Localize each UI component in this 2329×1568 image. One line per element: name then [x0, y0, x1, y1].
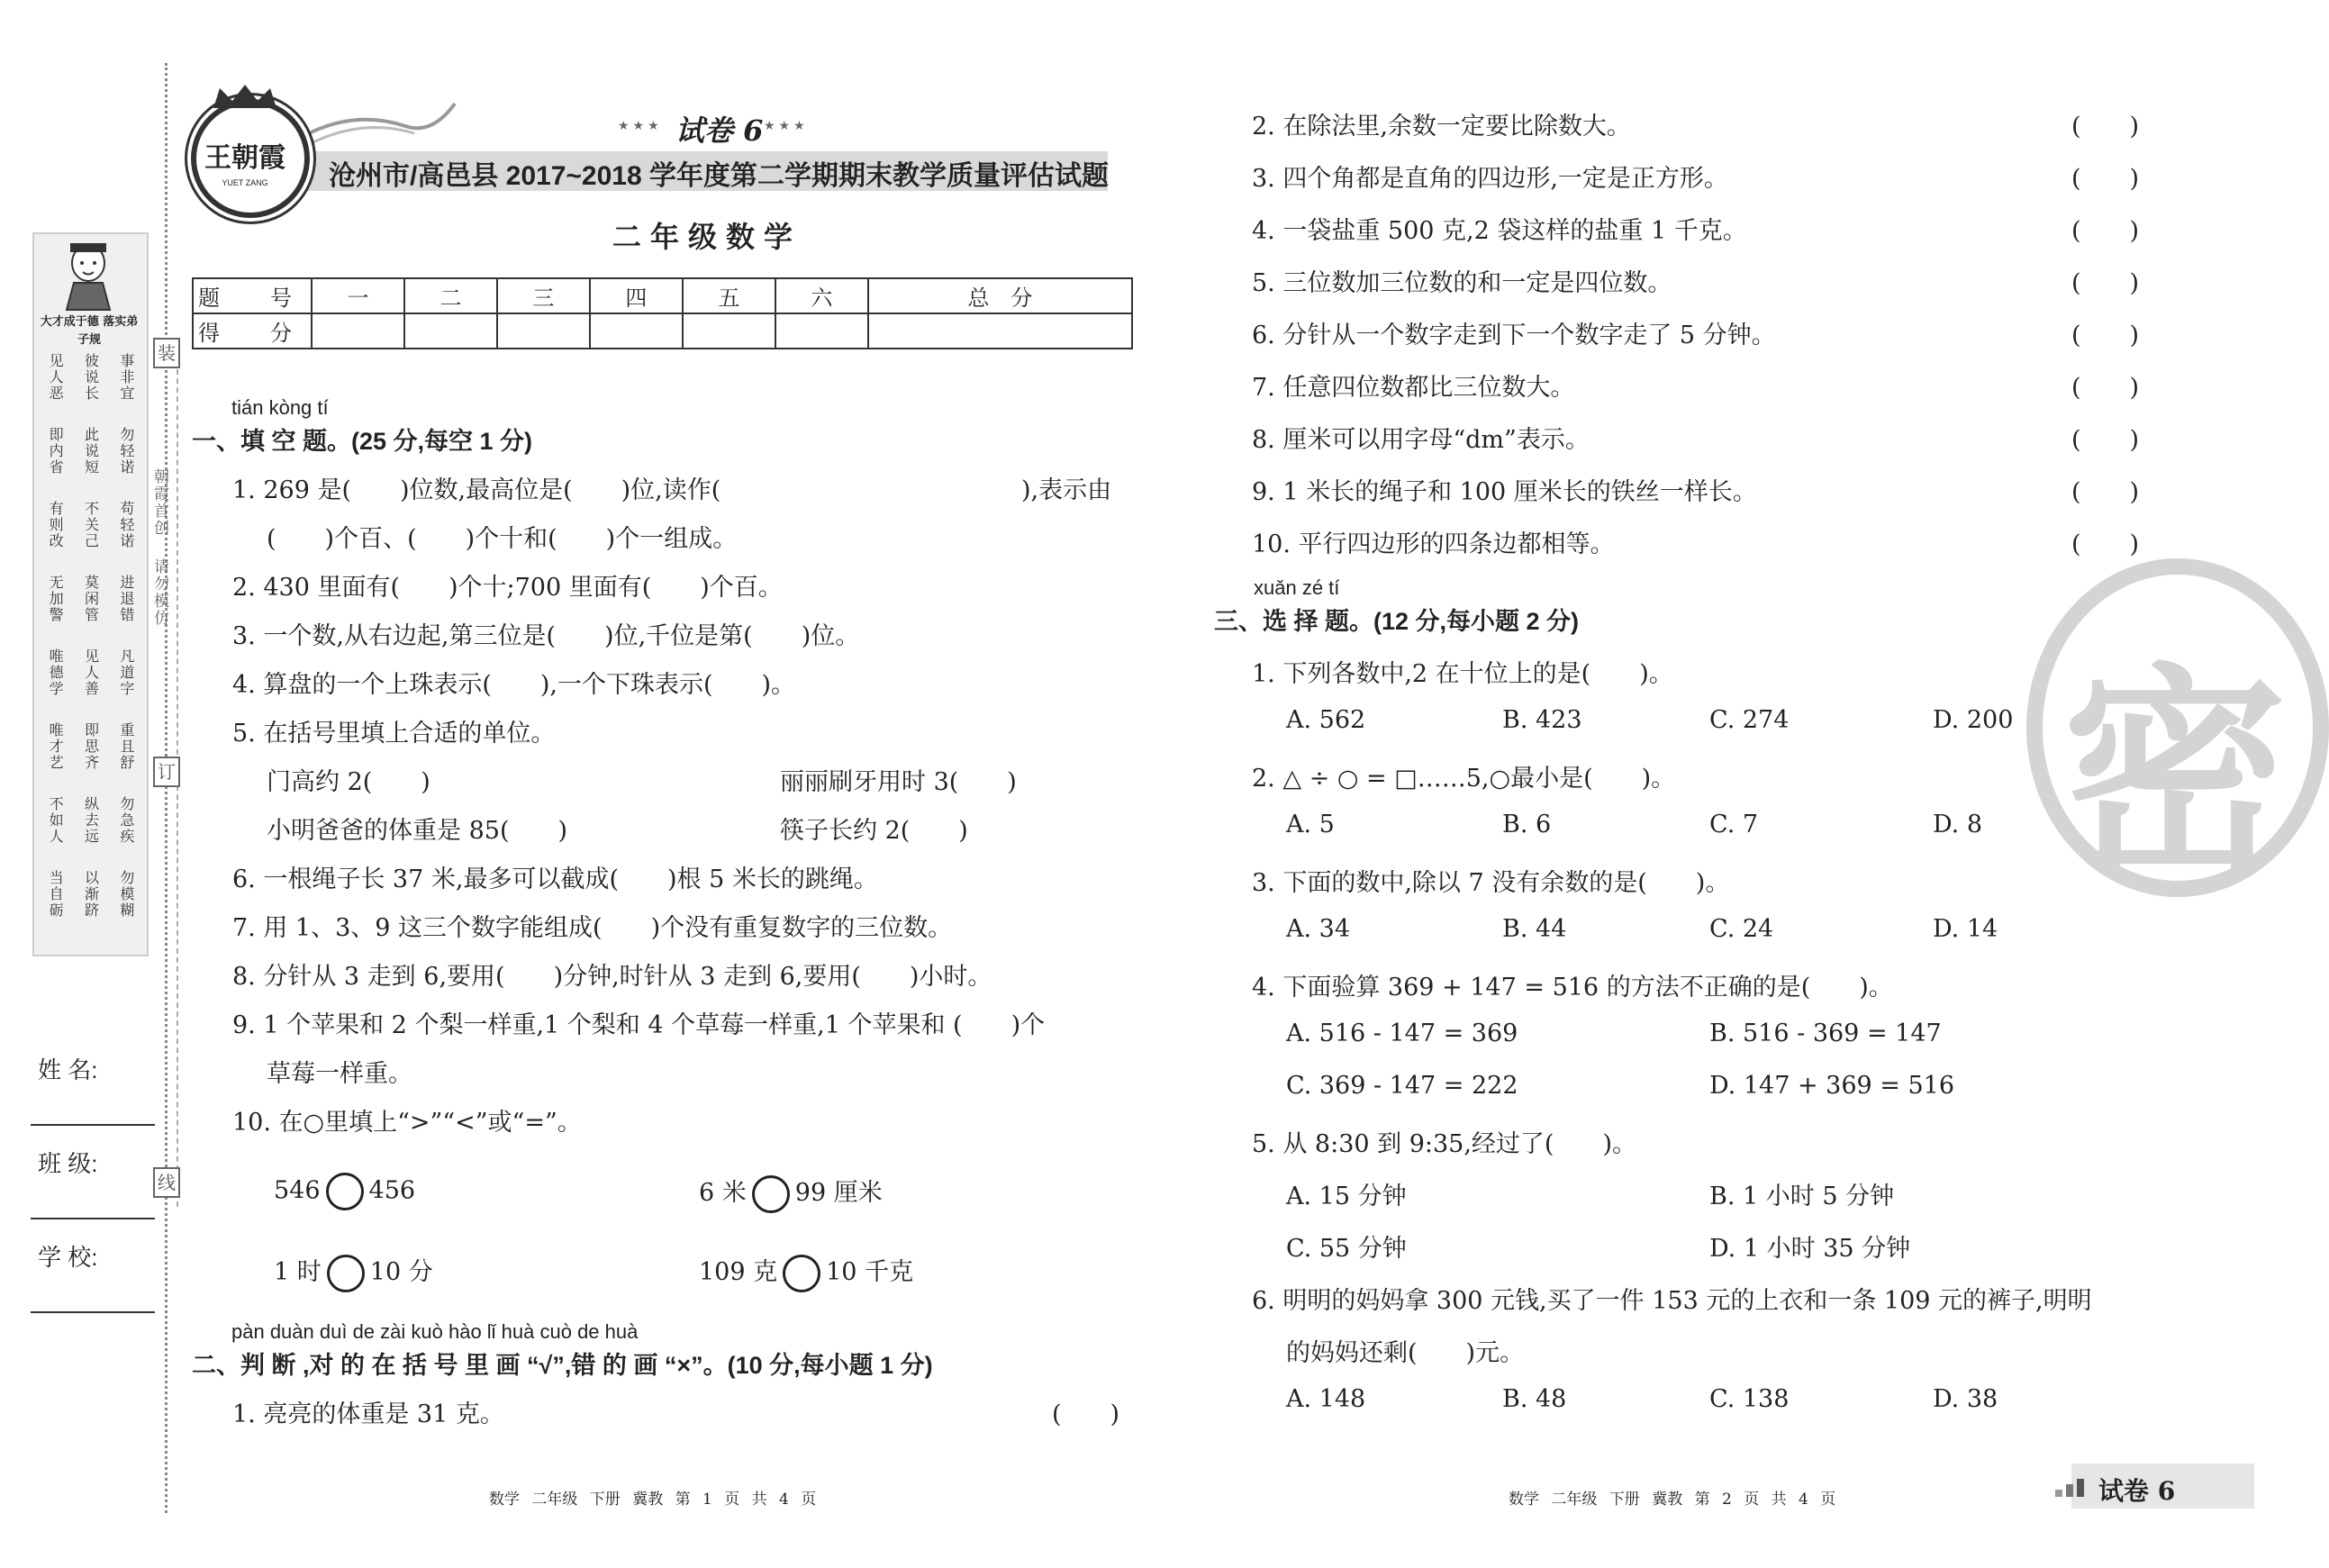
choice-q5: 5. 从 8:30 到 9:35,经过了( )。 — [1252, 1130, 1637, 1158]
score-header-cell: 总 分 — [868, 278, 1132, 313]
footer-left: 数学 二年级 下册 冀教 第 1 页 共 4 页 — [489, 1491, 817, 1509]
section2-pinyin: pàn duàn duì de zài kuò hào lǐ huà cuò de huà — [231, 1320, 639, 1343]
exam-title: 沧州市/高邑县 2017~2018 学年度第二学期期末教学质量评估试题 — [329, 161, 1110, 191]
judge-answer-bracket[interactable]: ( ) — [2071, 530, 2140, 558]
choice-option: C. 274 — [1709, 706, 1790, 734]
motto-col: 苟轻诺 — [117, 501, 135, 549]
motto-col: 见人恶 — [47, 353, 65, 402]
motto-col: 唯德学 — [47, 648, 65, 697]
motto-col: 有则改 — [47, 501, 65, 549]
section1-pinyin: tián kòng tí — [231, 396, 329, 419]
paper-number: 试卷 6 — [675, 113, 764, 148]
motto-col: 以渐跻 — [82, 870, 100, 919]
score-header-cell: 三 — [497, 278, 590, 313]
motto-col: 当自砺 — [47, 870, 65, 919]
motto-col: 即内省 — [47, 427, 65, 476]
judge-q1: 1. 亮亮的体重是 31 克。 — [232, 1400, 504, 1428]
section3-pinyin: xuǎn zé tí — [1254, 576, 1340, 599]
choice-option: A. 562 — [1286, 706, 1366, 734]
choice-option: D. 38 — [1933, 1385, 1998, 1413]
fill-q2: 2. 430 里面有( )个十;700 里面有( )个百。 — [232, 574, 783, 602]
judge-answer-bracket[interactable]: ( ) — [2071, 426, 2140, 454]
judge-answer-bracket[interactable]: ( ) — [2071, 217, 2140, 245]
motto-col: 进退错 — [117, 575, 135, 623]
crown-icon — [209, 83, 281, 110]
compare-row — [699, 1173, 883, 1213]
choice-option: B. 44 — [1502, 915, 1567, 943]
fill-q6: 6. 一根绳子长 37 米,最多可以截成( )根 5 米长的跳绳。 — [232, 866, 878, 893]
fill-q4: 4. 算盘的一个上珠表示( ),一个下珠表示( )。 — [232, 671, 796, 699]
compare-circle[interactable] — [783, 1255, 820, 1292]
fill-q10: 10. 在○里填上“>”“<”或“=”。 — [232, 1109, 582, 1137]
choice-q6-part2: 的妈妈还剩( )元。 — [1286, 1339, 1525, 1367]
score-header-cell: 四 — [590, 278, 683, 313]
scholar-cartoon-icon — [47, 236, 130, 312]
binding-note-original: 朝霞首创 — [150, 468, 168, 537]
judge-q9: 9. 1 米长的绳子和 100 厘米长的铁丝一样长。 — [1252, 478, 1757, 506]
fill-q5-brushing: 丽丽刷牙用时 3( ) — [780, 768, 1017, 796]
judge-q4: 4. 一袋盐重 500 克,2 袋这样的盐重 1 千克。 — [1252, 217, 1747, 245]
compare-row — [274, 1252, 433, 1292]
binding-dotted-line — [165, 63, 168, 1513]
judge-q2: 2. 在除法里,余数一定要比除数大。 — [1252, 113, 1631, 140]
choice-option: D. 200 — [1933, 706, 2014, 734]
choice-q6-part1: 6. 明明的妈妈拿 300 元钱,买了一件 153 元的上衣和一条 109 元的裤子,明明 — [1252, 1287, 2092, 1315]
choice-option: C. 24 — [1709, 915, 1774, 943]
judge-q8: 8. 厘米可以用字母“dm”表示。 — [1252, 426, 1590, 454]
choice-option: A. 34 — [1286, 915, 1351, 943]
motto-col: 凡道字 — [117, 648, 135, 697]
choice-option: C. 138 — [1709, 1385, 1790, 1413]
motto-col: 此说短 — [82, 427, 100, 476]
score-input-cell[interactable] — [590, 313, 683, 349]
judge-answer-bracket[interactable]: ( ) — [2071, 165, 2140, 193]
motto-col: 彼说长 — [82, 353, 100, 402]
choice-option: D. 1 小时 35 分钟 — [1709, 1235, 1911, 1263]
compare-left: 6 米 — [699, 1179, 747, 1207]
compare-row — [699, 1252, 913, 1292]
choice-q4: 4. 下面验算 369 + 147 = 516 的方法不正确的是( )。 — [1252, 974, 1893, 1002]
exam-subject: 二年级数学 — [612, 220, 802, 254]
choice-option: A. 148 — [1286, 1385, 1366, 1413]
seal-char-ding: 订 — [153, 757, 180, 787]
choice-option: D. 147 + 369 = 516 — [1709, 1072, 1955, 1100]
school-field[interactable] — [31, 1311, 155, 1313]
motto-columns — [38, 353, 144, 947]
section1-title: 一、填 空 题。(25 分,每空 1 分) — [192, 428, 533, 455]
compare-right: 456 — [368, 1176, 416, 1205]
motto-col: 勿急疾 — [117, 796, 135, 845]
judge-answer-bracket[interactable]: ( ) — [2071, 374, 2140, 402]
choice-option: A. 5 — [1286, 811, 1335, 838]
ribbon-decoration-icon — [297, 90, 459, 153]
compare-circle[interactable] — [326, 1173, 364, 1210]
fill-q1-part1: 1. 269 是( )位数,最高位是( )位,读作( — [232, 476, 721, 504]
school-label: 学 校: — [38, 1244, 98, 1271]
judge-q10: 10. 平行四边形的四条边都相等。 — [1252, 530, 1615, 558]
fill-q9-part2: 草莓一样重。 — [267, 1060, 412, 1088]
motto-col: 唯才艺 — [47, 722, 65, 771]
compare-right: 10 千克 — [826, 1258, 914, 1286]
seal-char-zhuang: 装 — [153, 338, 180, 368]
stars-right-icon: ★★★ — [764, 119, 809, 133]
score-table-header-row — [193, 278, 1132, 313]
stars-left-icon: ★★★ — [618, 119, 663, 133]
logo-text: 王朝霞 — [204, 142, 285, 174]
choice-q1: 1. 下列各数中,2 在十位上的是( )。 — [1252, 660, 1673, 688]
score-input-cell[interactable] — [404, 313, 497, 349]
choice-option: B. 1 小时 5 分钟 — [1709, 1183, 1895, 1210]
fill-q1-part2: ),表示由 — [1021, 476, 1112, 504]
name-field[interactable] — [31, 1124, 155, 1126]
choice-option: B. 48 — [1502, 1385, 1567, 1413]
score-header-cell: 六 — [775, 278, 868, 313]
score-input-cell[interactable] — [868, 313, 1132, 349]
fill-q5-weight: 小明爸爸的体重是 85( ) — [267, 817, 568, 845]
fill-q9-part1: 9. 1 个苹果和 2 个梨一样重,1 个梨和 4 个草莓一样重,1 个苹果和 ( )个 — [232, 1011, 1046, 1039]
score-header-cell: 题 号 — [193, 278, 312, 313]
choice-option: B. 423 — [1502, 706, 1582, 734]
score-table — [192, 277, 1133, 349]
compare-right: 10 分 — [369, 1258, 433, 1286]
choice-option: A. 15 分钟 — [1286, 1183, 1407, 1210]
judge-answer-bracket[interactable]: ( ) — [2071, 113, 2140, 140]
compare-left: 1 时 — [274, 1258, 322, 1286]
class-field[interactable] — [31, 1218, 155, 1219]
choice-option: C. 369 - 147 = 222 — [1286, 1072, 1518, 1100]
fill-q7: 7. 用 1、3、9 这三个数字能组成( )个没有重复数字的三位数。 — [232, 914, 953, 942]
score-table-score-row — [193, 313, 1132, 349]
judge-q6: 6. 分针从一个数字走到下一个数字走了 5 分钟。 — [1252, 322, 1776, 349]
binding-note-no-copy: 请勿模仿 — [150, 558, 168, 627]
score-input-cell[interactable] — [497, 313, 590, 349]
compare-right: 99 厘米 — [794, 1179, 883, 1207]
choice-option: C. 55 分钟 — [1286, 1235, 1407, 1263]
choice-option: B. 6 — [1502, 811, 1552, 838]
judge-answer-bracket[interactable]: ( ) — [2071, 322, 2140, 349]
judge-answer-bracket[interactable]: ( ) — [1052, 1400, 1120, 1428]
section3-title: 三、选 择 题。(12 分,每小题 2 分) — [1214, 608, 1580, 635]
compare-circle[interactable] — [327, 1255, 365, 1292]
motto-col: 见人善 — [82, 648, 100, 697]
motto-title: 大才成于德 落实弟子规 — [40, 315, 139, 347]
tab-blocks-icon — [2055, 1477, 2091, 1499]
motto-col: 重且舒 — [117, 722, 135, 771]
choice-option: C. 7 — [1709, 811, 1759, 838]
name-label: 姓 名: — [38, 1056, 98, 1083]
motto-col: 事非宜 — [117, 353, 135, 402]
motto-col: 莫闲管 — [82, 575, 100, 623]
fill-q8: 8. 分针从 3 走到 6,要用( )分钟,时针从 3 走到 6,要用( )小时。 — [232, 963, 992, 991]
score-input-cell[interactable] — [775, 313, 868, 349]
fill-q3: 3. 一个数,从右边起,第三位是( )位,千位是第( )位。 — [232, 622, 860, 650]
motto-col: 纵去远 — [82, 796, 100, 845]
choice-option: D. 14 — [1933, 915, 1998, 943]
motto-col: 不如人 — [47, 796, 65, 845]
score-header-cell: 二 — [404, 278, 497, 313]
compare-row — [274, 1173, 415, 1210]
score-header-cell: 一 — [312, 278, 404, 313]
judge-q5: 5. 三位数加三位数的和一定是四位数。 — [1252, 269, 1672, 297]
score-header-cell: 五 — [683, 278, 775, 313]
secret-stamp-char: 密 — [2062, 642, 2288, 907]
score-input-cell[interactable] — [312, 313, 404, 349]
motto-col: 勿轻诺 — [117, 427, 135, 476]
compare-circle[interactable] — [752, 1175, 790, 1213]
motto-col: 不关己 — [82, 501, 100, 549]
section2-title: 二、判 断 ,对 的 在 括 号 里 画 “√”,错 的 画 “×”。(10 分,每小题 1 分) — [192, 1352, 933, 1379]
motto-col: 勿模糊 — [117, 870, 135, 919]
fill-q5-door: 门高约 2( ) — [267, 768, 430, 796]
score-row-label: 得 分 — [193, 313, 312, 349]
score-input-cell[interactable] — [683, 313, 775, 349]
compare-left: 109 克 — [699, 1258, 778, 1286]
judge-answer-bracket[interactable]: ( ) — [2071, 269, 2140, 297]
footer-right: 数学 二年级 下册 冀教 第 2 页 共 4 页 — [1509, 1491, 1836, 1509]
choice-option: B. 516 - 369 = 147 — [1709, 1020, 1942, 1047]
judge-q3: 3. 四个角都是直角的四边形,一定是正方形。 — [1252, 165, 1728, 193]
paper-tab-label: 试卷 6 — [2098, 1476, 2176, 1506]
class-label: 班 级: — [38, 1150, 98, 1177]
seal-char-xian: 线 — [153, 1167, 180, 1198]
fill-q5: 5. 在括号里填上合适的单位。 — [232, 720, 556, 748]
judge-answer-bracket[interactable]: ( ) — [2071, 478, 2140, 506]
motto-col: 即思齐 — [82, 722, 100, 771]
compare-left: 546 — [274, 1176, 321, 1205]
fill-q5-chopsticks: 筷子长约 2( ) — [780, 817, 968, 845]
motto-col: 无加警 — [47, 575, 65, 623]
logo-subtext: YUET ZANG — [222, 178, 268, 187]
fill-q1-part3: ( )个百、( )个十和( )个一组成。 — [267, 525, 738, 553]
choice-q3: 3. 下面的数中,除以 7 没有余数的是( )。 — [1252, 869, 1730, 897]
choice-q2: 2. △ ÷ ○ = □……5,○最小是( )。 — [1252, 765, 1676, 793]
choice-option: A. 516 - 147 = 369 — [1286, 1020, 1518, 1047]
choice-option: D. 8 — [1933, 811, 1983, 838]
judge-q7: 7. 任意四位数都比三位数大。 — [1252, 374, 1575, 402]
